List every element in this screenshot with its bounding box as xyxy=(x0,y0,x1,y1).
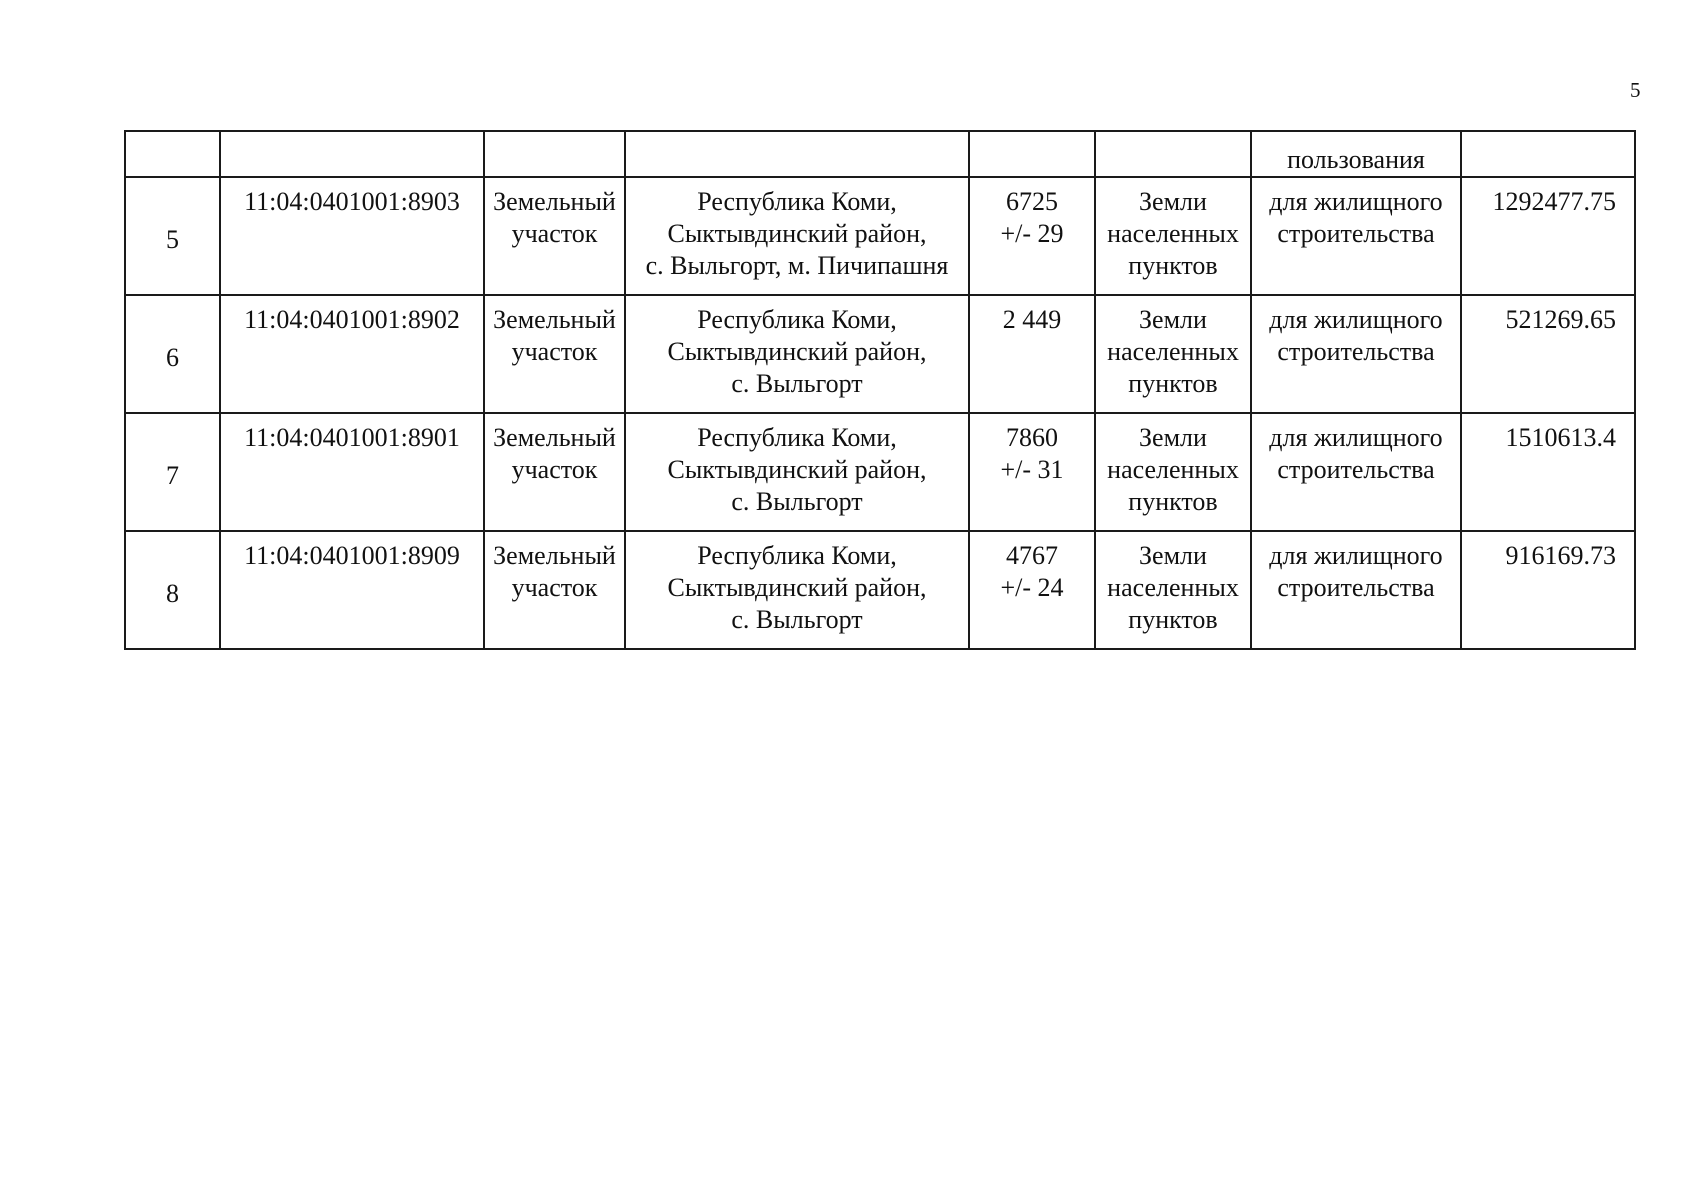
area-cell xyxy=(969,177,1095,295)
permitted-use-cell xyxy=(1251,295,1461,413)
cadastral-value-cell: 916169.73 xyxy=(1461,531,1635,649)
continuation-row xyxy=(125,131,1635,177)
category-line: Земли xyxy=(1139,187,1207,216)
cadastral-number-cell: 11:04:0401001:8903 xyxy=(220,177,484,295)
permitted-use-cell xyxy=(1251,531,1461,649)
area-value: 6725 xyxy=(1006,187,1058,216)
use-line: для жилищного xyxy=(1269,305,1443,334)
row-number-cell: 6 xyxy=(125,295,220,413)
address-line: Республика Коми, xyxy=(697,305,897,334)
category-line: Земли xyxy=(1139,423,1207,452)
address-cell xyxy=(625,295,969,413)
empty-cell xyxy=(1095,131,1251,177)
address-cell xyxy=(625,177,969,295)
cadastral-value-cell: 521269.65 xyxy=(1461,295,1635,413)
category-line: пунктов xyxy=(1128,487,1218,516)
category-line: Земли xyxy=(1139,541,1207,570)
use-line: строительства xyxy=(1277,455,1435,484)
page-number: 5 xyxy=(1630,78,1641,102)
object-type-cell xyxy=(484,531,625,649)
area-cell xyxy=(969,531,1095,649)
permitted-use-cell xyxy=(1251,177,1461,295)
category-line: населенных xyxy=(1107,337,1239,366)
empty-cell xyxy=(125,131,220,177)
use-line: для жилищного xyxy=(1269,541,1443,570)
address-cell xyxy=(625,531,969,649)
address-line: Сыктывдинский район, xyxy=(667,573,927,602)
object-type-line: Земельный xyxy=(493,541,616,570)
empty-cell xyxy=(1461,131,1635,177)
object-type-line: участок xyxy=(511,337,598,366)
use-line: строительства xyxy=(1277,219,1435,248)
land-category-cell xyxy=(1095,413,1251,531)
land-category-cell xyxy=(1095,295,1251,413)
object-type-cell xyxy=(484,413,625,531)
land-plots-table xyxy=(124,130,1636,650)
area-value: 4767 xyxy=(1006,541,1058,570)
address-line: Республика Коми, xyxy=(697,187,897,216)
address-line: с. Выльгорт xyxy=(731,369,863,398)
table-row xyxy=(125,531,1635,649)
row-number-cell: 5 xyxy=(125,177,220,295)
address-cell xyxy=(625,413,969,531)
object-type-line: Земельный xyxy=(493,187,616,216)
land-category-cell xyxy=(1095,177,1251,295)
address-line: Республика Коми, xyxy=(697,541,897,570)
object-type-cell xyxy=(484,295,625,413)
address-line: Республика Коми, xyxy=(697,423,897,452)
use-line: для жилищного xyxy=(1269,423,1443,452)
table-row xyxy=(125,177,1635,295)
area-tolerance: +/- 31 xyxy=(1000,455,1064,484)
use-line: для жилищного xyxy=(1269,187,1443,216)
empty-cell xyxy=(969,131,1095,177)
address-line: Сыктывдинский район, xyxy=(667,337,927,366)
area-cell xyxy=(969,413,1095,531)
address-line: с. Выльгорт, м. Пичипашня xyxy=(645,251,949,280)
category-line: пунктов xyxy=(1128,251,1218,280)
use-line: строительства xyxy=(1277,337,1435,366)
category-line: населенных xyxy=(1107,573,1239,602)
address-line: с. Выльгорт xyxy=(731,605,863,634)
table-row xyxy=(125,295,1635,413)
use-continuation-cell: пользования xyxy=(1251,131,1461,177)
area-tolerance: +/- 24 xyxy=(1000,573,1064,602)
area-cell xyxy=(969,295,1095,413)
use-line: строительства xyxy=(1277,573,1435,602)
cadastral-value-cell: 1292477.75 xyxy=(1461,177,1635,295)
area-value: 7860 xyxy=(1006,423,1058,452)
land-category-cell xyxy=(1095,531,1251,649)
category-line: пунктов xyxy=(1128,369,1218,398)
object-type-line: участок xyxy=(511,573,598,602)
category-line: населенных xyxy=(1107,219,1239,248)
cadastral-number-cell: 11:04:0401001:8901 xyxy=(220,413,484,531)
empty-cell xyxy=(220,131,484,177)
area-value: 2 449 xyxy=(1002,305,1062,334)
object-type-line: Земельный xyxy=(493,423,616,452)
cadastral-number-cell: 11:04:0401001:8909 xyxy=(220,531,484,649)
address-line: Сыктывдинский район, xyxy=(667,455,927,484)
empty-cell xyxy=(484,131,625,177)
row-number-cell: 7 xyxy=(125,413,220,531)
table-row xyxy=(125,413,1635,531)
address-line: с. Выльгорт xyxy=(731,487,863,516)
category-line: населенных xyxy=(1107,455,1239,484)
cadastral-value-cell: 1510613.4 xyxy=(1461,413,1635,531)
category-line: Земли xyxy=(1139,305,1207,334)
row-number-cell: 8 xyxy=(125,531,220,649)
category-line: пунктов xyxy=(1128,605,1218,634)
address-line: Сыктывдинский район, xyxy=(667,219,927,248)
object-type-line: участок xyxy=(511,219,598,248)
object-type-line: Земельный xyxy=(493,305,616,334)
empty-cell xyxy=(625,131,969,177)
cadastral-number-cell: 11:04:0401001:8902 xyxy=(220,295,484,413)
area-tolerance: +/- 29 xyxy=(1000,219,1064,248)
object-type-line: участок xyxy=(511,455,598,484)
object-type-cell xyxy=(484,177,625,295)
permitted-use-cell xyxy=(1251,413,1461,531)
